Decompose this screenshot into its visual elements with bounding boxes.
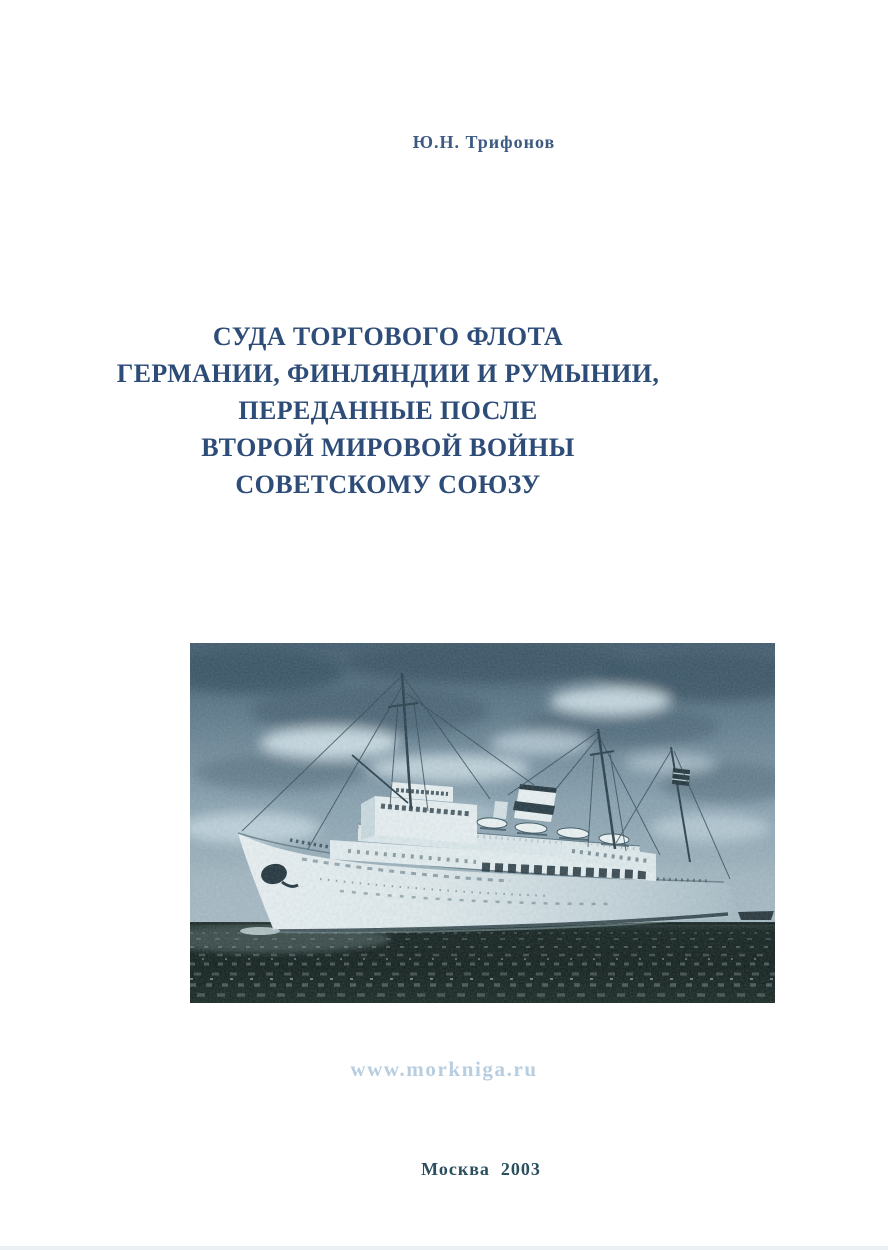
- watermark-url: www.morkniga.ru: [350, 1057, 538, 1081]
- title-line-4: ВТОРОЙ МИРОВОЙ ВОЙНЫ: [201, 433, 575, 462]
- title-line-2: ГЕРМАНИИ, ФИНЛЯНДИИ И РУМЫНИИ,: [116, 359, 660, 388]
- book-title: [0, 318, 832, 503]
- photo-grain: [190, 643, 775, 1003]
- imprint-city-year: Москва 2003: [421, 1159, 541, 1179]
- author-name: Ю.Н. Трифонов: [412, 132, 556, 152]
- scan-edge-strip: [0, 1246, 888, 1250]
- title-line-1: СУДА ТОРГОВОГО ФЛОТА: [212, 322, 564, 351]
- ship-photo: [190, 643, 775, 1003]
- title-line-5: СОВЕТСКОМУ СОЮЗУ: [235, 470, 541, 499]
- title-line-3: ПЕРЕДАННЫЕ ПОСЛЕ: [238, 396, 538, 425]
- ship-photo-art: [190, 643, 775, 1003]
